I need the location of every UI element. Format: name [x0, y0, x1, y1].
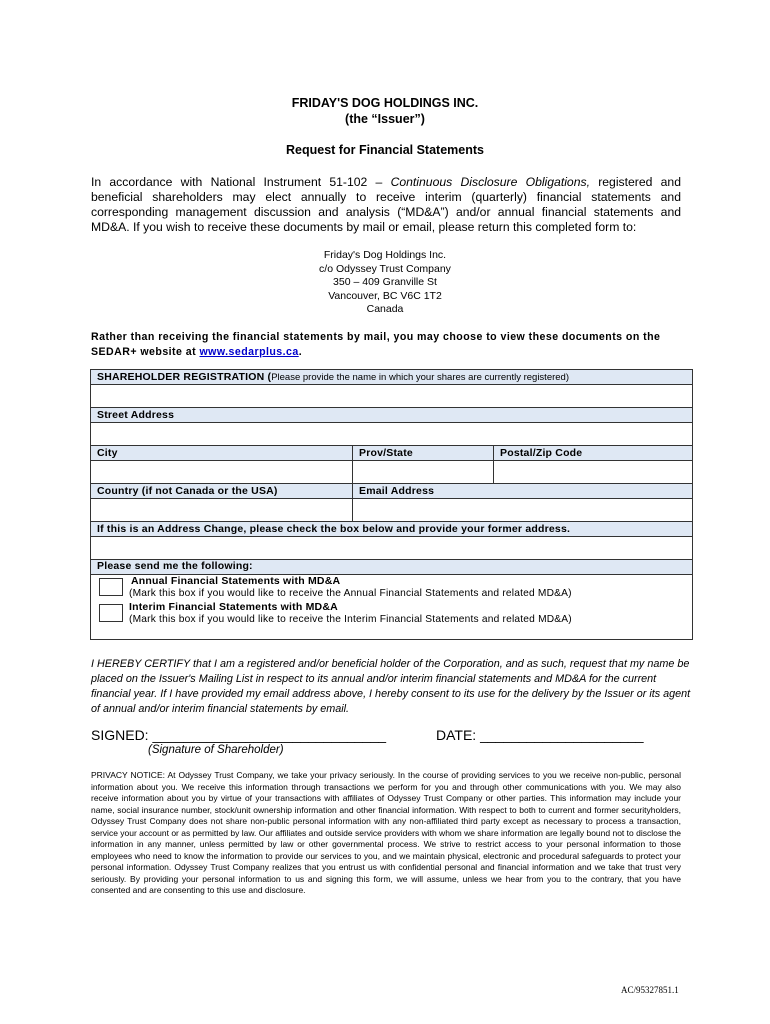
sedar-note: Rather than receiving the financial statements by mail, you may choose to view these documents on the SEDAR+ website at www.sedarplus.ca. [91, 331, 661, 358]
name-field[interactable] [91, 385, 693, 408]
privacy-notice: PRIVACY NOTICE: At Odyssey Trust Company, we take your privacy seriously. In the course of providing services to you we receive non-public, personal information about you. We receive this information through transactions we perform for you and through other communications with you. We may also receive information about you by virtue of your transactions with affiliates of Odyssey Trust Company or other parties. This information may include your name, social insurance number, stock/unit ownership information and other financial information. With respect to both to current and former securityholders, Odyssey Trust Company does not share non-public personal information with any non-affiliated third party except as necessary to process a transaction, service your account or as permitted by law. Our affiliates and outside service providers with whom we share information are legally bound not to disclose the information in any manner, unless permitted by law or other governmental process. We strive to restrict access to your personal information to those employees who need to know the information to provide our services to you, and we maintain physical, electronic and procedural safeguards to protect your personal information. Odyssey Trust Company realizes that you entrust us with confidential personal and financial information and we take that trust very seriously. By providing your personal information to us and signing this form, we will assume, unless we hear from you to the contrary, that you have consented and are consenting to this use and disclosure. [91, 770, 681, 895]
document-reference: AC/95327851.1 [621, 985, 679, 995]
signature-caption: (Signature of Shareholder) [148, 744, 284, 756]
intro-italic: Continuous Disclosure Obligations, [390, 175, 590, 189]
date-line[interactable]: DATE: _____________________ [436, 727, 644, 743]
prov-field[interactable] [353, 461, 494, 484]
sedar-link[interactable]: www.sedarplus.ca [199, 345, 299, 358]
issuer-label: (the “Issuer”) [345, 112, 425, 126]
send-header: Please send me the following: [91, 560, 692, 575]
registration-form [90, 369, 693, 640]
street-field[interactable] [91, 423, 693, 446]
city-field[interactable] [91, 461, 353, 484]
postal-label: Postal/Zip Code [494, 446, 693, 461]
interim-title: Interim Financial Statements with MD&A [129, 601, 338, 613]
signature-line[interactable]: SIGNED: ______________________________ [91, 727, 387, 743]
mailing-address: Friday's Dog Holdings Inc. c/o Odyssey Trust Company 350 – 409 Granville St Vancouver, BC V6C 1T2 Canada [319, 249, 451, 315]
country-label: Country (if not Canada or the USA) [91, 484, 353, 499]
city-label: City [91, 446, 353, 461]
certification-text: I HEREBY CERTIFY that I am a registered and/or beneficial holder of the Corporation, and as such, request that my name be placed on the Issuer's Mailing List in respect to its annual and/or interim financial statements and MD&A for the current financial year. If I have provided my email address above, I hereby consent to its use for the delivery by the Issuer or its agent of annual and/or interim financial statements by email. [91, 658, 691, 715]
street-label: Street Address [91, 408, 693, 423]
intro-paragraph: In accordance with National Instrument 51-102 – Continuous Disclosure Obligations, registered and beneficial shareholders may elect annually to receive interim (quarterly) financial statements and corresponding management discussion and analysis (“MD&A”) and/or annual financial statements and MD&A. If you wish to receive these documents by mail or email, please return this completed form to: [91, 175, 681, 234]
form-title: Request for Financial Statements [286, 143, 484, 157]
address-change-label: If this is an Address Change, please check the box below and provide your former address. [91, 522, 693, 537]
prov-label: Prov/State [353, 446, 494, 461]
email-label: Email Address [353, 484, 693, 499]
annual-option [91, 575, 692, 601]
annual-desc: (Mark this box if you would like to receive the Annual Financial Statements and related MD&A) [129, 588, 572, 599]
former-address-field[interactable] [91, 537, 693, 560]
send-options [91, 560, 693, 640]
country-field[interactable] [91, 499, 353, 522]
interim-option [91, 601, 692, 627]
interim-desc: (Mark this box if you would like to receive the Interim Financial Statements and related MD&A) [129, 614, 572, 625]
email-field[interactable] [353, 499, 693, 522]
company-name: FRIDAY'S DOG HOLDINGS INC. [291, 96, 479, 110]
annual-checkbox[interactable] [99, 578, 123, 596]
interim-checkbox[interactable] [99, 604, 123, 622]
annual-title: Annual Financial Statements with MD&A [131, 575, 341, 587]
registration-header: SHAREHOLDER REGISTRATION (Please provide the name in which your shares are currently registered) [91, 370, 693, 385]
postal-field[interactable] [494, 461, 693, 484]
